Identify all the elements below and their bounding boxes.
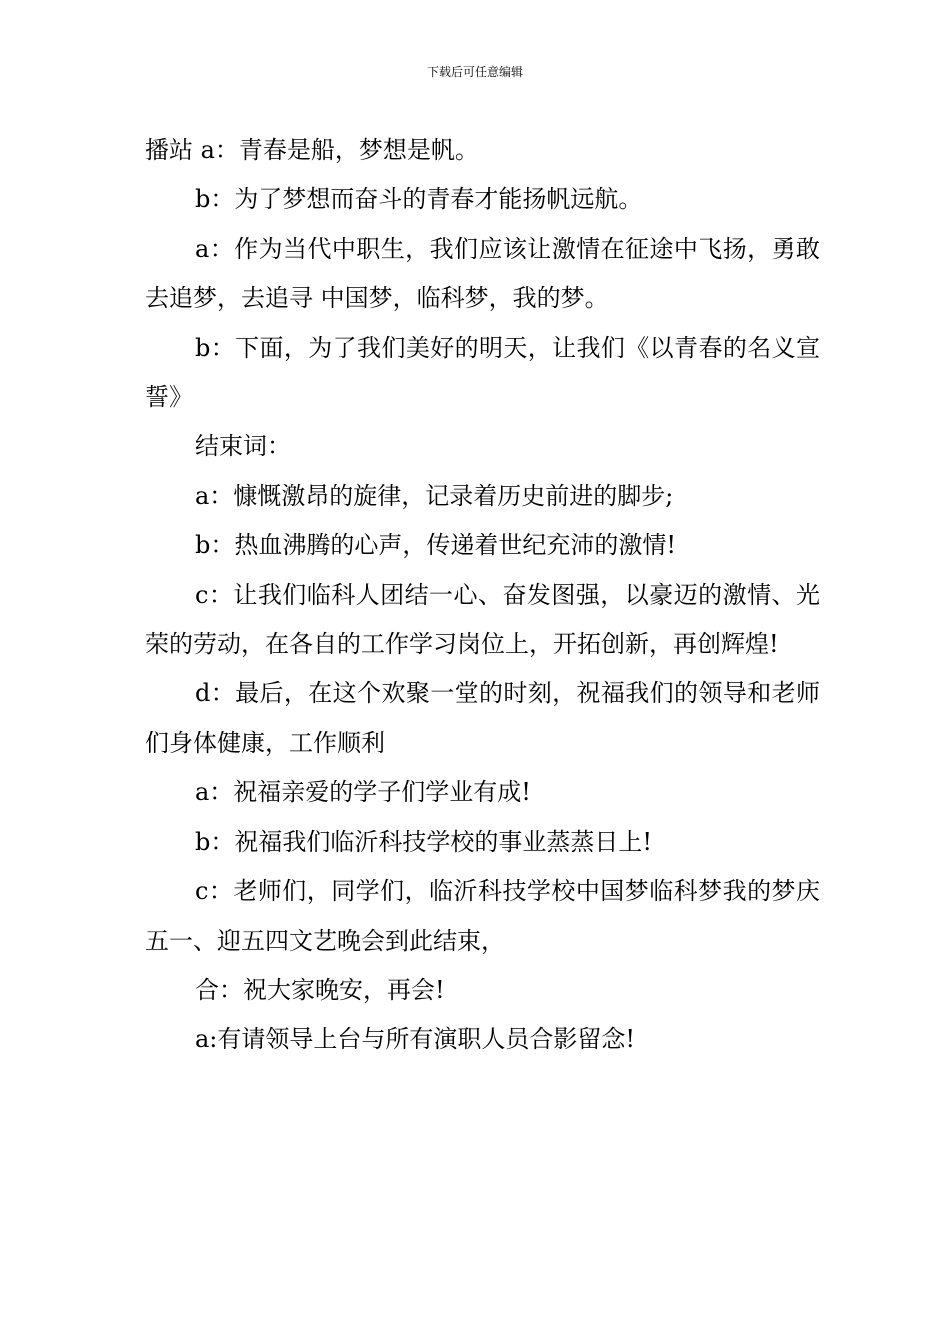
- paragraph-4: b：下面，为了我们美好的明天，让我们《以青春的名义宣誓》: [145, 333, 820, 412]
- document-body: [145, 126, 820, 1065]
- paragraph-9: d：最后，在这个欢聚一堂的时刻，祝福我们的领导和老师们身体健康，工作顺利: [145, 679, 820, 757]
- page-header-note: 下载后可任意编辑: [426, 65, 523, 79]
- paragraph-1: 播站 a：青春是船，梦想是帆。: [145, 136, 479, 164]
- paragraph-7: b：热血沸腾的心声，传递着世纪充沛的激情!: [195, 531, 677, 560]
- paragraph-11: b：祝福我们临沂科技学校的事业蒸蒸日上!: [195, 827, 653, 856]
- paragraph-14: a:有请领导上台与所有演职人员合影留念!: [195, 1025, 636, 1054]
- paragraph-3: a：作为当代中职生，我们应该让激情在征途中飞扬，勇敢去追梦，去追寻 中国梦，临科梦，我的梦。: [145, 234, 820, 313]
- paragraph-6: a：慷慨激昂的旋律，记录着历史前进的脚步;: [195, 481, 674, 510]
- paragraph-5: 结束词：: [195, 432, 291, 461]
- paragraph-10: a：祝福亲爱的学子们学业有成!: [195, 778, 531, 807]
- paragraph-13: 合：祝大家晚安，再会!: [195, 975, 445, 1004]
- paragraph-12: c：老师们，同学们，临沂科技学校中国梦临科梦我的梦庆五一、迎五四文艺晚会到此结束，: [145, 877, 820, 955]
- paragraph-8: c：让我们临科人团结一心、奋发图强，以豪迈的激情、光荣的劳动，在各自的工作学习岗位上，开拓创新，再创辉煌!: [145, 580, 820, 659]
- paragraph-2: b：为了梦想而奋斗的青春才能扬帆远航。: [195, 185, 643, 214]
